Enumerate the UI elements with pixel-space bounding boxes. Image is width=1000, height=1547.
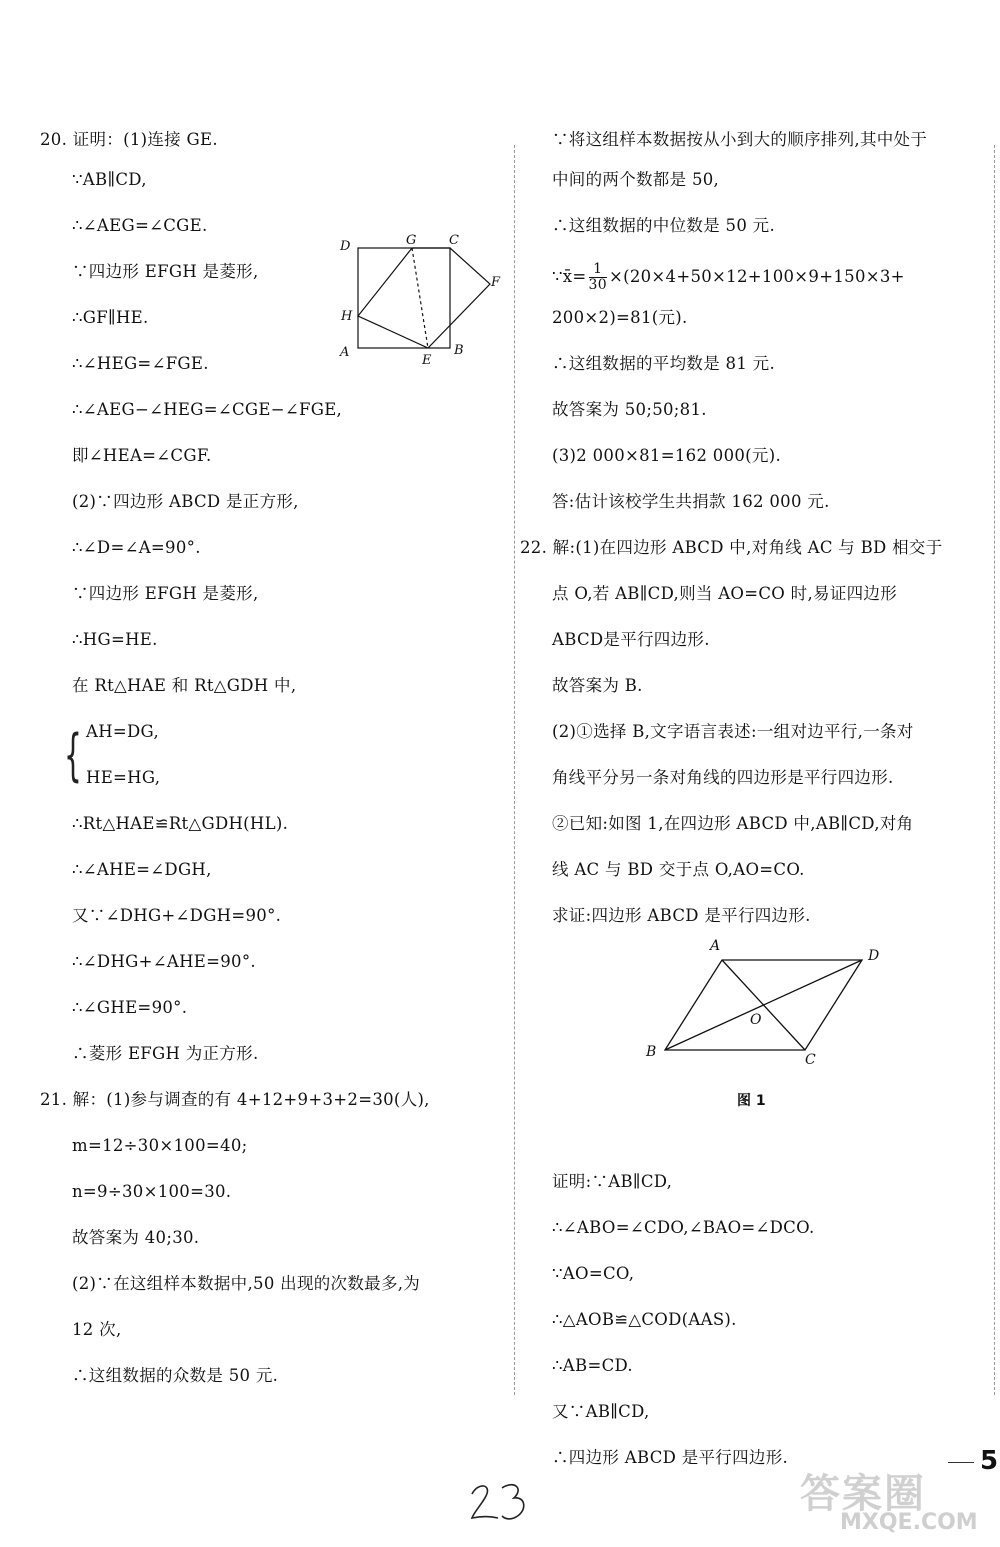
right-text-line: ∴这组数据的中位数是 50 元. [552, 216, 776, 235]
label-e: E [422, 353, 432, 368]
left-text-line: ∵四边形 EFGH 是菱形, [72, 262, 259, 281]
right-text-line: 又∵AB∥CD, [552, 1402, 650, 1421]
left-text-line: 故答案为 40;30. [72, 1228, 200, 1247]
left-text-line: ∵AB∥CD, [72, 170, 147, 189]
right-text-line: ∵AO=CO, [552, 1264, 635, 1283]
right-text-line: 答:估计该校学生共捐款 162 000 元. [552, 492, 830, 511]
left-text-line: 即∠HEA=∠CGF. [72, 446, 212, 465]
right-text-line: 故答案为 50;50;81. [552, 400, 707, 419]
mean-formula-continuation: 200×2)=81(元). [552, 308, 688, 327]
left-text-line: ∴菱形 EFGH 为正方形. [72, 1044, 259, 1063]
left-text-line: 21. 解：(1)参与调查的有 4+12+9+3+2=30(人), [40, 1090, 430, 1109]
left-text-line: ∴这组数据的众数是 50 元. [72, 1366, 279, 1385]
label-g: G [406, 233, 417, 248]
left-text-line: (2)∵四边形 ABCD 是正方形, [72, 492, 299, 511]
left-text-line: ∴∠GHE=90°. [72, 998, 188, 1017]
right-text-line: 中间的两个数都是 50, [552, 170, 720, 189]
left-text-line: m=12÷30×100=40; [72, 1136, 248, 1155]
right-text-line: ABCD是平行四边形. [552, 630, 710, 649]
label-b: B [646, 1044, 657, 1060]
label-c: C [449, 233, 459, 248]
left-text-line: AH=DG, [86, 722, 159, 741]
label-o: O [750, 1012, 762, 1028]
right-text-line: 角线平分另一条对角线的四边形是平行四边形. [552, 768, 894, 787]
right-text-line: ∴四边形 ABCD 是平行四边形. [552, 1448, 789, 1467]
mean-formula-line: ∵x̄= $\frac{1}{30}$ ×(20×4+50×12+100×9+150×3+ [552, 261, 905, 293]
left-text-line: ∴GF∥HE. [72, 308, 149, 327]
right-text-line: ∵将这组样本数据按从小到大的顺序排列,其中处于 [552, 130, 928, 149]
label-c: C [805, 1052, 816, 1068]
figure-caption: 图 1 [737, 1093, 766, 1109]
right-text-line: 证明:∵AB∥CD, [552, 1172, 673, 1191]
left-text-line: 20. 证明：(1)连接 GE. [40, 130, 218, 149]
square-rhombus-figure [330, 228, 510, 377]
left-text-line: HE=HG, [86, 768, 161, 787]
left-text-line: ∴∠DHG+∠AHE=90°. [72, 952, 256, 971]
label-b: B [454, 343, 464, 358]
fraction-1-30: $\frac{1}{30}$ [588, 261, 607, 293]
handwritten-note [468, 1478, 538, 1532]
left-text-line: ∴∠HEG=∠FGE. [72, 354, 209, 373]
left-text-line: ∴∠AHE=∠DGH, [72, 860, 212, 879]
page-number: 5 [980, 1446, 999, 1476]
label-d: D [340, 239, 351, 254]
parallelogram-figure [640, 930, 890, 1074]
system-brace: { [64, 723, 82, 788]
left-text-line: ∴HG=HE. [72, 630, 158, 649]
watermark-url: MXQE.COM [840, 1510, 978, 1535]
left-text-line: ∴∠D=∠A=90°. [72, 538, 201, 557]
right-text-line: ∴AB=CD. [552, 1356, 633, 1375]
left-text-line: ∴Rt△HAE≌Rt△GDH(HL). [72, 814, 289, 833]
label-d: D [868, 948, 880, 964]
column-divider [514, 145, 515, 1395]
rhombus-efgh [358, 248, 490, 348]
watermark-logo: 答案圈 [800, 1471, 926, 1517]
right-text-line: ∴这组数据的平均数是 81 元. [552, 354, 776, 373]
left-text-line: ∴∠AEG=∠CGE. [72, 216, 208, 235]
left-text-line: ∴∠AEG−∠HEG=∠CGE−∠FGE, [72, 400, 343, 419]
right-text-line: 求证:四边形 ABCD 是平行四边形. [552, 906, 811, 925]
left-text-line: (2)∵在这组样本数据中,50 出现的次数最多,为 [72, 1274, 421, 1293]
right-text-line: (2)①选择 B,文字语言表述:一组对边平行,一条对 [552, 722, 914, 741]
diagonal-bd [665, 960, 862, 1050]
right-text-line: (3)2 000×81=162 000(元). [552, 446, 782, 465]
right-text-line: 故答案为 B. [552, 676, 643, 695]
margin-divider [994, 145, 995, 1395]
dashed-ge [412, 248, 428, 348]
left-text-line: 12 次, [72, 1320, 122, 1339]
right-text-line: 线 AC 与 BD 交于点 O,AO=CO. [552, 860, 805, 879]
left-text-line: ∵四边形 EFGH 是菱形, [72, 584, 259, 603]
left-text-line: 在 Rt△HAE 和 Rt△GDH 中, [72, 676, 297, 695]
right-text-line: ∴△AOB≌△COD(AAS). [552, 1310, 737, 1329]
right-text-line: ②已知:如图 1,在四边形 ABCD 中,AB∥CD,对角 [552, 814, 914, 833]
left-text-line: n=9÷30×100=30. [72, 1182, 232, 1201]
right-text-line: 点 O,若 AB∥CD,则当 AO=CO 时,易证四边形 [552, 584, 898, 603]
label-a: A [710, 938, 721, 954]
page-number-dash [948, 1462, 974, 1463]
right-column [520, 130, 982, 1494]
right-text-line: ∴∠ABO=∠CDO,∠BAO=∠DCO. [552, 1218, 815, 1237]
label-f: F [491, 275, 501, 290]
label-h: H [341, 309, 353, 324]
left-text-line: 又∵∠DHG+∠DGH=90°. [72, 906, 282, 925]
right-text-line: 22. 解:(1)在四边形 ABCD 中,对角线 AC 与 BD 相交于 [520, 538, 943, 557]
label-a: A [340, 345, 350, 360]
